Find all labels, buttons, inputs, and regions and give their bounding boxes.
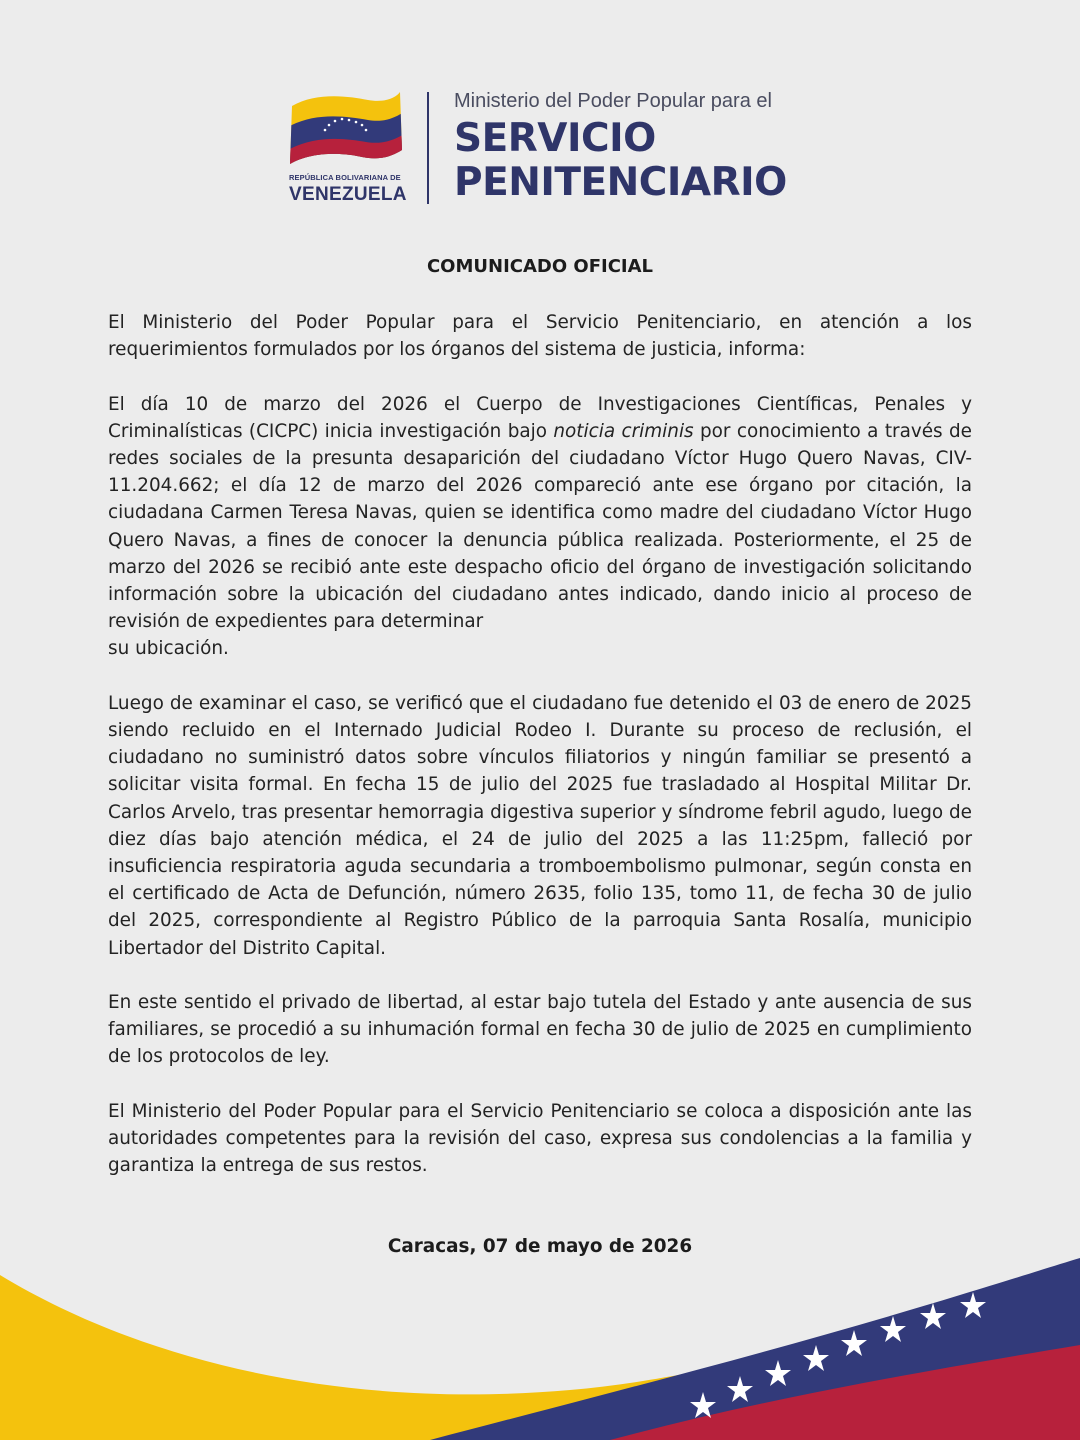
paragraph-4: En este sentido el privado de libertad, al estar bajo tutela del Estado y ante ausencia de sus familiares, se procedió a su inhumación formal en fecha 30 de julio de 2025 en cumplimiento de los protocolos de ley.: [108, 992, 972, 1068]
ministry-header: [286, 88, 806, 208]
paragraph-1: El Ministerio del Poder Popular para el Servicio Penitenciario, en atención a los requerimientos formulados por los órganos del sistema de justicia, informa:: [108, 312, 972, 361]
paragraph-2-last-line: su ubicación.: [108, 638, 229, 660]
country-label: VENEZUELA: [289, 184, 407, 205]
service-label: SERVICIO: [454, 116, 656, 161]
document-body: [108, 309, 972, 1207]
document-title: COMUNICADO OFICIAL: [426, 256, 654, 277]
paragraph-2: [108, 391, 972, 663]
paragraph-5: El Ministerio del Poder Popular para el Servicio Penitenciario se coloca a disposición ante las autoridades competentes para la revisión del caso, expresa sus condolencias a la familia y garantiza la entrega de sus restos.: [108, 1100, 972, 1177]
venezuela-flag-wave-icon: [0, 1240, 1080, 1440]
paragraph-2-italic: noticia criminis: [553, 420, 694, 442]
venezuela-flag-logo-icon: [286, 88, 404, 170]
header-divider: [427, 92, 429, 204]
paragraph-2-part-1: El día 10 de marzo del 2026 el Cuerpo de Investigaciones Científicas, Penales y Criminalísticas (CICPC) inicia investigación bajo: [108, 393, 972, 442]
paragraph-2-part-2: por conocimiento a través de redes sociales de la presunta desaparición del ciudadano Víctor Hugo Quero Navas, CIV-11.204.662; el día 12 de marzo del 2026 compareció ante ese órgano por citación, la ciudadana Carmen Teresa Navas, quien se identifica como madre del ciudadano Víctor Hugo Quero Navas, a fines de conocer la denuncia pública realizada. Posteriormente, el 25 de marzo del 2026 se recibió ante este despacho oficio del órgano de investigación solicitando información sobre la ubicación del ciudadano antes indicado, dando inicio al proceso de revisión de expedientes para determinar: [108, 420, 972, 633]
document-signature: Caracas, 07 de mayo de 2026: [387, 1236, 693, 1257]
ministry-label: Ministerio del Poder Popular para el: [454, 90, 772, 112]
republic-label: REPÚBLICA BOLIVARIANA DE: [289, 173, 401, 182]
penitentiary-label: PENITENCIARIO: [454, 160, 787, 205]
paragraph-3: Luego de examinar el caso, se verificó que el ciudadano fue detenido el 03 de enero de 2025 siendo recluido en el Internado Judicial Rodeo I. Durante su proceso de reclusión, el ciudadano no suministró datos sobre vínculos filiatorios y ningún familiar se presentó a solicitar visita formal. En fecha 15 de julio del 2025 fue trasladado al Hospital Militar Dr. Carlos Arvelo, tras presentar hemorragia digestiva superior y síndrome febril agudo, luego de diez días bajo atención médica, el 24 de julio del 2025 a las 11:25pm, falleció por insuficiencia respiratoria aguda secundaria a tromboembolismo pulmonar, según consta en el certificado de Acta de Defunción, número 2635, folio 135, tomo 11, de fecha 30 de julio del 2025, correspondiente al Registro Público de la parroquia Santa Rosalía, municipio Libertador del Distrito Capital.: [108, 692, 972, 959]
